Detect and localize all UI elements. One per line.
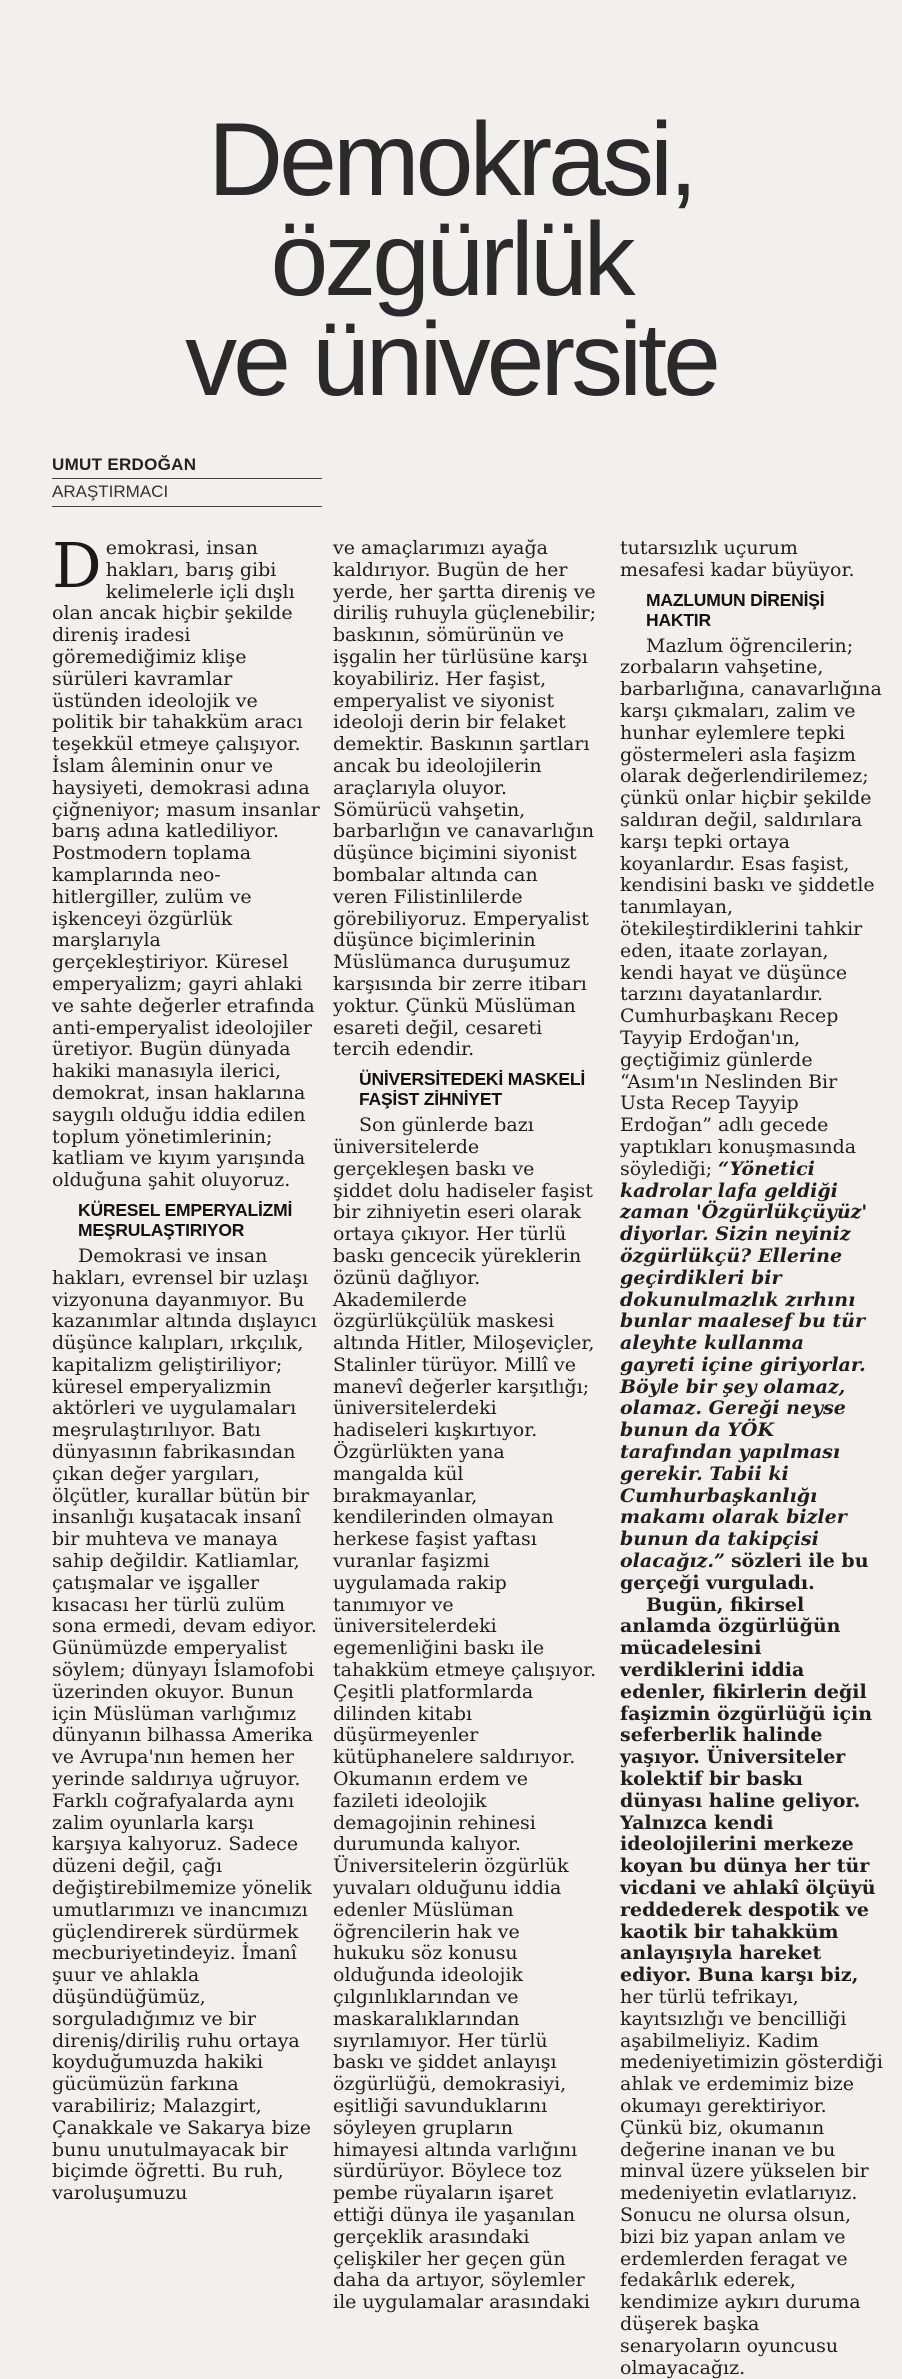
headline (30, 101, 872, 418)
paragraph-text: her türlü tefrikayı, kayıtsızlığı ve bencilliği aşabilmeliyiz. Kadim medeniyetimizin gösterdiği ahlak ve erdemimiz bize okumayı gerektiriyor. Çünkü biz, okumanın değerine inanan ve bu minval üzere yükselen bir medeniyetin evlatlarıyız. Sonucu ne olursa olsun, bizi biz yapan anlam ve erdemlerden feragat ve fedakârlık ederek, kendimize aykırı duruma düşerek başka senaryoların oyuncusu olmayacağız. (620, 1986, 883, 2379)
paragraph: tutarsızlık uçurum mesafesi kadar büyüyor. (620, 537, 855, 581)
paragraph-text: sözleri ile bu gerçeği vurguladı. (620, 1550, 869, 1594)
paragraph: ve amaçlarımızı ayağa kaldırıyor. Bugün de her yerde, her şartta direniş ve diriliş ruhuyla güçlenebilir; baskının, sömürünün ve işgalin her türlüsüne karşı koyabiliriz. Her faşist, emperyalist ve siyonist ideoloji derin bir felaket demektir. Baskının şartları ancak bu ideolojilerin araçlarıyla oluyor. Sömürücü vahşetin, barbarlığın ve canavarlığın düşünce biçimini siyonist bombalar altında can veren Filistinlilerde görebiliyoruz. Emperyalist düşünce biçimlerinin Müslümanca duruşumuz karşısında bir zerre itibarı yoktur. Çünkü Müslüman esareti değil, cesareti tercih edendir. (333, 537, 597, 1061)
author-role: ARAŞTIRMACI (52, 479, 322, 507)
headline-line-2: özgürlük (270, 201, 632, 318)
paragraph (52, 529, 320, 1192)
paragraph-text: emokrasi, insan hakları, barış gibi kelimelerle içli dışlı olan ancak hiçbir şekilde direniş iradesi göremediğimiz klişe sürüleri kavramlar üstünden ideolojik ve politik bir tahakküm aracı teşekkül etmeye çalışıyor. İslam âleminin onur ve haysiyeti, demokrasi adına çiğneniyor; masum insanlar barış adına katlediliyor. Postmodern toplama kamplarında neo-hitlergiller, zulüm ve işkenceyi özgürlük marşlarıyla gerçekleştiriyor. Küresel emperyalizm; gayri ahlaki ve sahte değerler etrafında anti-emperyalist ideolojiler üretiyor. Bugün dünyada hakiki manasıyla ilerici, demokrat, insan haklarına saygılı olduğu iddia edilen toplum yönetimlerinin; katliam ve kıyım yarışında olduğuna şahit oluyoruz. (52, 537, 320, 1192)
subheading: MAZLUMUN DİRENİŞİ HAKTIR (646, 589, 825, 630)
column-1 (52, 529, 320, 2205)
byline (52, 455, 322, 507)
headline-line-1: Demokrasi, (208, 101, 694, 218)
paragraph (620, 636, 884, 1595)
paragraph: Demokrasi ve insan hakları, evrensel bir uzlaşı vizyonuna dayanmıyor. Bu kazanımlar altında dışlayıcı düşünce kalıpları, ırkçılık, kapitalizm geliştiriliyor; küresel emperyalizmin aktörleri ve uygulamaları meşrulaştırılıyor. Batı dünyasının fabrikasından çıkan değer yargıları, ölçütler, kurallar bütün bir insanlığı kuşatacak insanî bir muhteva ve manaya sahip değildir. Katliamlar, çatışmalar ve işgaller kısacası her türlü zulüm sona ermedi, devam ediyor. Günümüzde emperyalist söylem; dünyayı İslamofobi üzerinden okuyor. Bunun için Müslüman varlığımız dünyanın bilhassa Amerika ve Avrupa'nın hemen her yerinde saldırıya uğruyor. Farklı coğrafyalarda aynı zalim oyunlarla karşı karşıya kalıyoruz. Sadece düzeni değil, çağı değiştirebilmemize yönelik umutlarımızı ve inancımızı güçlendirerek sürdürmek mecburiyetindeyiz. İmanî şuur ve ahlakla düşündüğümüz, sorguladığımız ve bir direniş/diriliş ruhu ortaya koyduğumuzda hakiki gücümüzün farkına varabiliriz; Malazgirt, Çanakkale ve Sakarya bize bunu unutulmayacak bir biçimde öğretti. Bu ruh, varoluşumuzu (52, 1244, 317, 2205)
column-3 (620, 538, 884, 2379)
author-name: UMUT ERDOĞAN (52, 455, 322, 479)
paragraph-text: Mazlum öğrencilerin; zorbaların vahşetine, barbarlığına, canavarlığına karşı çıkmaları, zalim ve hunhar eylemlere tepki göstermeleri asla faşizm olarak değerlendirilemez; çünkü onlar hiçbir şekilde saldıran değil, saldırılara karşı tepki ortaya koyanlardır. Esas faşist, kendisini baskı ve şiddetle tanımlayan, ötekileştirdiklerini tahkir eden, itaate zorlayan, kendi hayat ve düşünce tarzını dayatanlardır. Cumhurbaşkanı Recep Tayyip Erdoğan'ın, geçtiğimiz günlerde “Asım'ın Neslinden Bir Usta Recep Tayyip Erdoğan” adlı gecede yaptıkları konuşmasında söylediği; (620, 634, 882, 1180)
paragraph (620, 1595, 884, 2379)
headline-line-3: ve üniversite (185, 301, 717, 418)
subheading: KÜRESEL EMPERYALİZMİ MEŞRULAŞTIRIYOR (78, 1199, 293, 1240)
bold-paragraph-text: Bugün, fikirsel anlamda özgürlüğün mücadelesini verdiklerini iddia edenler, fikirlerin değil faşizmin özgürlüğü için seferberlik halinde yaşıyor. Üniversiteler kolektif bir baskı dünyası haline geliyor. Yalnızca kendi ideolojilerini merkeze koyan bu dünya her tür vicdani ve ahlakî ölçüyü reddederek despotik ve kaotik bir tahakküm anlayışıyla hareket ediyor. Buna karşı biz, (620, 1593, 876, 1987)
column-2 (333, 538, 597, 2314)
drop-cap: D (52, 529, 102, 602)
paragraph: Son günlerde bazı üniversitelerde gerçekleşen baskı ve şiddet dolu hadiseler faşist bir zihniyetin eseri olarak ortaya çıkıyor. Her türlü baskı gencecik yüreklerin özünü dağlıyor. Akademilerde özgürlükçülük maskesi altında Hitler, Miloşeviçler, Stalinler türüyor. Millî ve manevî değerler karşıtlığı; üniversitelerdeki hadiseleri kışkırtıyor. Özgürlükten yana mangalda kül bırakmayanlar, kendilerinden olmayan herkese faşist yaftası vuranlar faşizmi uygulamada rakip tanımıyor ve üniversitelerdeki egemenliğini baskı ile tahakküm etmeye çalışıyor. Çeşitli platformlarda dilinden kitabı düşürmeyenler kütüphanelere saldırıyor. Okumanın erdem ve fazileti ideolojik demagojinin rehinesi durumunda kalıyor. Üniversitelerin özgürlük yuvaları olduğunu iddia edenler Müslüman öğrencilerin hak ve hukuku söz konusu olduğunda ideolojik çılgınlıklarından ve maskaralıklarından sıyrılamıyor. Her türlü baskı ve şiddet anlayışı özgürlüğü, demokrasiyi, eşitliği savunduklarını söyleyen grupların himayesi altında varlığını sürdürüyor. Böylece toz pembe rüyaların işaret ettiği dünya ile yaşanılan gerçeklik arasındaki çelişkiler her geçen gün daha da artıyor, söylemler ile uygulamalar arasındaki (333, 1114, 597, 2314)
presidential-quote: “Yönetici kadrolar lafa geldiği zaman 'Özgürlükçüyüz' diyorlar. Sizin neyiniz özgürlükçü? Ellerine geçirdikleri bir dokunulmazlık zırhını bunlar maalesef bu tür aleyhte kullanma gayreti içine giriyorlar. Böyle bir şey olamaz, olamaz. Gereği neyse bunun da YÖK tarafından yapılması gerekir. Tabii ki Cumhurbaşkanlığı makamı olarak bizler bunun da takipçisi olacağız.” (620, 1157, 868, 1573)
subheading: ÜNİVERSİTEDEKİ MASKELİ FAŞİST ZİHNİYET (359, 1069, 586, 1110)
